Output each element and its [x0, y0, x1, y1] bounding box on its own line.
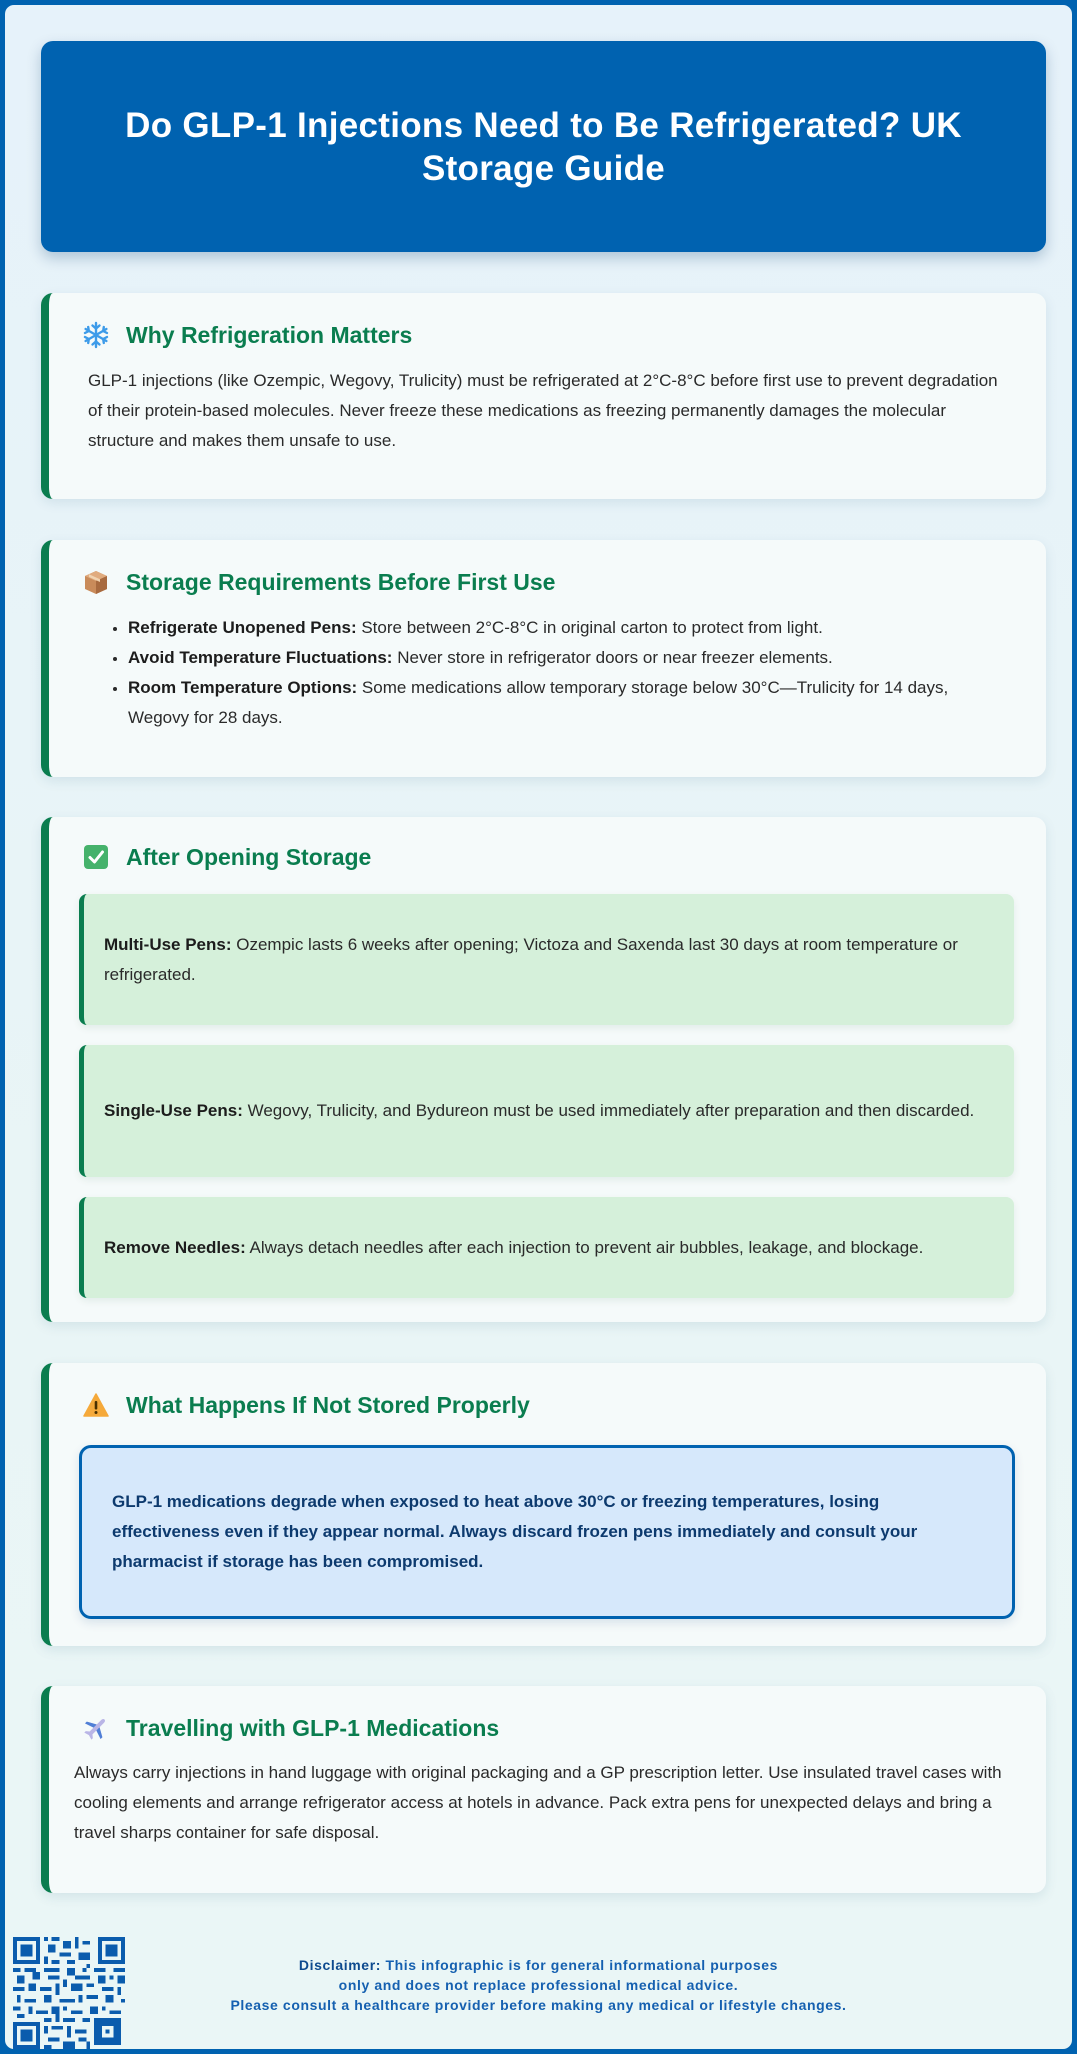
item-text: Never store in refrigerator doors or near freezer elements. — [392, 648, 833, 667]
section-improper-storage — [41, 1363, 1046, 1646]
section-why-refrigeration — [41, 293, 1046, 499]
tip-single-use-pens — [79, 1045, 1014, 1177]
disclaimer-line-1: This infographic is for general informational purposes — [381, 1957, 779, 1973]
section-heading — [82, 843, 371, 871]
tip-text: Ozempic lasts 6 weeks after opening; Victoza and Saxenda last 30 days at room temperature or refrigerated. — [104, 934, 958, 984]
section-heading — [82, 568, 555, 596]
section-storage-before-first-use — [41, 540, 1046, 777]
requirements-list — [88, 613, 1006, 733]
section-title: After Opening Storage — [126, 843, 372, 870]
warning-icon — [82, 1391, 110, 1419]
list-item — [128, 673, 1006, 733]
warning-callout — [79, 1445, 1015, 1619]
tip-text: Wegovy, Trulicity, and Bydureon must be used immediately after preparation and then discarded. — [242, 1101, 975, 1120]
item-label: Room Temperature Options: — [128, 678, 358, 697]
disclaimer-line-3: Please consult a healthcare provider before making any medical or lifestyle changes. — [230, 1997, 847, 2013]
section-heading — [82, 1714, 499, 1742]
item-text: Store between 2°C-8°C in original carton to protect from light. — [356, 618, 823, 637]
list-item — [128, 643, 1006, 673]
disclaimer-line-2: only and does not replace professional medical advice. — [338, 1977, 739, 1993]
tip-label: Remove Needles: — [104, 1237, 246, 1257]
section-title: Storage Requirements Before First Use — [126, 568, 556, 595]
page-header — [41, 41, 1046, 252]
tip-remove-needles — [79, 1197, 1014, 1298]
section-travelling — [41, 1686, 1046, 1893]
item-label: Refrigerate Unopened Pens: — [128, 618, 357, 637]
airplane-icon — [82, 1714, 110, 1742]
section-title: What Happens If Not Stored Properly — [126, 1391, 530, 1418]
tip-label: Single-Use Pens: — [104, 1101, 243, 1120]
tip-label: Multi-Use Pens: — [104, 934, 232, 954]
page-title: Do GLP-1 Injections Need to Be Refrigerated? UK Storage Guide — [125, 105, 962, 188]
snowflake-icon — [82, 321, 110, 349]
package-icon — [82, 568, 110, 596]
tip-text: Always detach needles after each injection to prevent air bubbles, leakage, and blockage. — [245, 1237, 924, 1257]
tip-multi-use-pens — [79, 894, 1014, 1025]
section-body: Always carry injections in hand luggage with original packaging and a GP prescription letter. Use insulated travel cases with cooling elements and arrange refrigerator access at hotels in advance. Pack extra pens for unexpected delays and bring a travel sharps container for safe disposal. — [74, 1763, 1002, 1842]
item-text: Some medications allow temporary storage below 30°C—Trulicity for 14 days, Wegovy for 28 days. — [128, 678, 949, 727]
list-item — [128, 613, 1006, 643]
section-title: Travelling with GLP-1 Medications — [126, 1714, 500, 1741]
section-heading — [82, 1391, 530, 1419]
section-after-opening — [41, 817, 1046, 1322]
item-label: Avoid Temperature Fluctuations: — [128, 648, 393, 667]
check-box-icon — [82, 843, 110, 871]
section-heading — [82, 321, 412, 349]
section-body: GLP-1 injections (like Ozempic, Wegovy, Trulicity) must be refrigerated at 2°C-8°C before first use to prevent degradation of their protein-based molecules. Never freeze these medications as freezing permanently damages the molecular structure and makes them unsafe to use. — [88, 371, 998, 450]
section-title: Why Refrigeration Matters — [126, 321, 413, 348]
disclaimer — [5, 1955, 1072, 2015]
disclaimer-label: Disclaimer: — [298, 1957, 382, 1973]
warning-text: GLP-1 medications degrade when exposed to heat above 30°C or freezing temperatures, losing effectiveness even if they appear normal. Always discard frozen pens immediately and consult your pharmacist if storage has been compromised. — [112, 1492, 918, 1571]
